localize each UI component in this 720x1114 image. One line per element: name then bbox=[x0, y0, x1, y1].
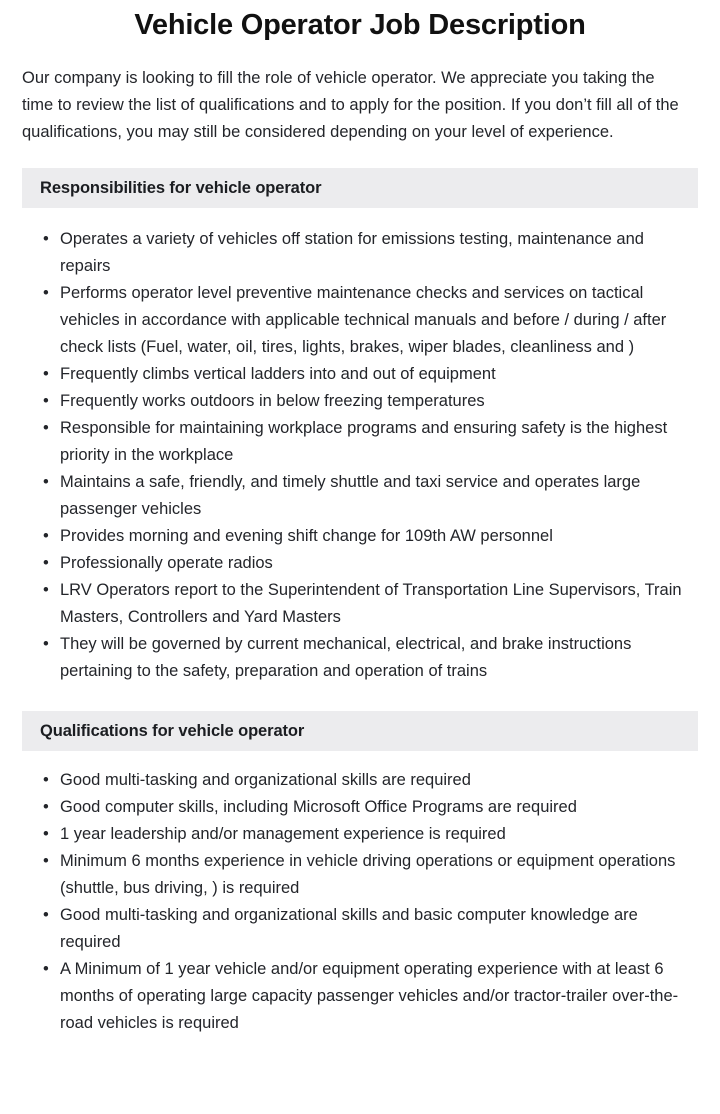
list-item-text: Maintains a safe, friendly, and timely shuttle and taxi service and operates large passenger vehicles bbox=[60, 473, 641, 519]
bullet-icon: • bbox=[43, 825, 49, 844]
list-item-text: Provides morning and evening shift change for 109th AW personnel bbox=[60, 527, 553, 546]
bullet-icon: • bbox=[43, 527, 49, 546]
intro-paragraph: Our company is looking to fill the role of vehicle operator. We appreciate you taking the time to review the list of qualifications and to apply for the position. If you don’t fill all of the qualifications, you may still be considered depending on your level of experience. bbox=[22, 69, 679, 142]
list-item bbox=[22, 821, 698, 848]
list-item-text: 1 year leadership and/or management experience is required bbox=[60, 825, 506, 844]
list-item bbox=[22, 550, 698, 577]
list-item bbox=[22, 794, 698, 821]
qualifications-heading: Qualifications for vehicle operator bbox=[40, 721, 305, 740]
responsibilities-section-header bbox=[22, 168, 698, 208]
bullet-icon: • bbox=[43, 798, 49, 817]
list-item bbox=[22, 415, 698, 469]
bullet-icon: • bbox=[43, 419, 49, 438]
list-item-text: Performs operator level preventive maintenance checks and services on tactical vehicles in accordance with applicable technical manuals and before / during / after check lists (Fuel, water, oil, tires, lights, brakes, wiper blades, cleanliness and ) bbox=[60, 284, 667, 357]
list-item bbox=[22, 631, 698, 685]
list-item-text: Frequently works outdoors in below freezing temperatures bbox=[60, 392, 485, 411]
responsibilities-list bbox=[22, 226, 698, 685]
list-item-text: Frequently climbs vertical ladders into and out of equipment bbox=[60, 365, 496, 384]
list-item bbox=[22, 902, 698, 956]
list-item bbox=[22, 226, 698, 280]
list-item bbox=[22, 577, 698, 631]
bullet-icon: • bbox=[43, 581, 49, 600]
bullet-icon: • bbox=[43, 960, 49, 979]
bullet-icon: • bbox=[43, 392, 49, 411]
list-item bbox=[22, 848, 698, 902]
list-item-text: Good computer skills, including Microsoft Office Programs are required bbox=[60, 798, 577, 817]
bullet-icon: • bbox=[43, 473, 49, 492]
list-item-text: They will be governed by current mechanical, electrical, and brake instructions pertaining to the safety, preparation and operation of trains bbox=[60, 635, 632, 681]
list-item-text: Operates a variety of vehicles off station for emissions testing, maintenance and repairs bbox=[60, 230, 644, 276]
bullet-icon: • bbox=[43, 771, 49, 790]
qualifications-section-header bbox=[22, 711, 698, 751]
responsibilities-body bbox=[22, 208, 698, 685]
list-item bbox=[22, 361, 698, 388]
list-item-text: Responsible for maintaining workplace programs and ensuring safety is the highest priority in the workplace bbox=[60, 419, 668, 465]
bullet-icon: • bbox=[43, 554, 49, 573]
list-item-text: Minimum 6 months experience in vehicle driving operations or equipment operations (shuttle, bus driving, ) is required bbox=[60, 852, 676, 898]
list-item bbox=[22, 388, 698, 415]
job-description-document bbox=[0, 4, 720, 1055]
qualifications-list bbox=[22, 767, 698, 1037]
bullet-icon: • bbox=[43, 635, 49, 654]
list-item bbox=[22, 767, 698, 794]
bullet-icon: • bbox=[43, 906, 49, 925]
list-item-text: LRV Operators report to the Superintendent of Transportation Line Supervisors, Train Masters, Controllers and Yard Masters bbox=[60, 581, 682, 627]
bullet-icon: • bbox=[43, 852, 49, 871]
qualifications-section bbox=[22, 711, 698, 1037]
bullet-icon: • bbox=[43, 230, 49, 249]
list-item-text: Good multi-tasking and organizational skills and basic computer knowledge are required bbox=[60, 906, 638, 952]
list-item bbox=[22, 956, 698, 1037]
list-item bbox=[22, 280, 698, 361]
list-item-text: A Minimum of 1 year vehicle and/or equipment operating experience with at least 6 months of operating large capacity passenger vehicles and/or tractor-trailer over-the-road vehicles is required bbox=[60, 960, 679, 1033]
list-item bbox=[22, 523, 698, 550]
bullet-icon: • bbox=[43, 365, 49, 384]
responsibilities-section bbox=[22, 168, 698, 685]
qualifications-body bbox=[22, 751, 698, 1037]
page-title: Vehicle Operator Job Description bbox=[134, 9, 586, 41]
list-item-text: Professionally operate radios bbox=[60, 554, 273, 573]
list-item-text: Good multi-tasking and organizational skills are required bbox=[60, 771, 471, 790]
list-item bbox=[22, 469, 698, 523]
responsibilities-heading: Responsibilities for vehicle operator bbox=[40, 178, 322, 197]
bullet-icon: • bbox=[43, 284, 49, 303]
